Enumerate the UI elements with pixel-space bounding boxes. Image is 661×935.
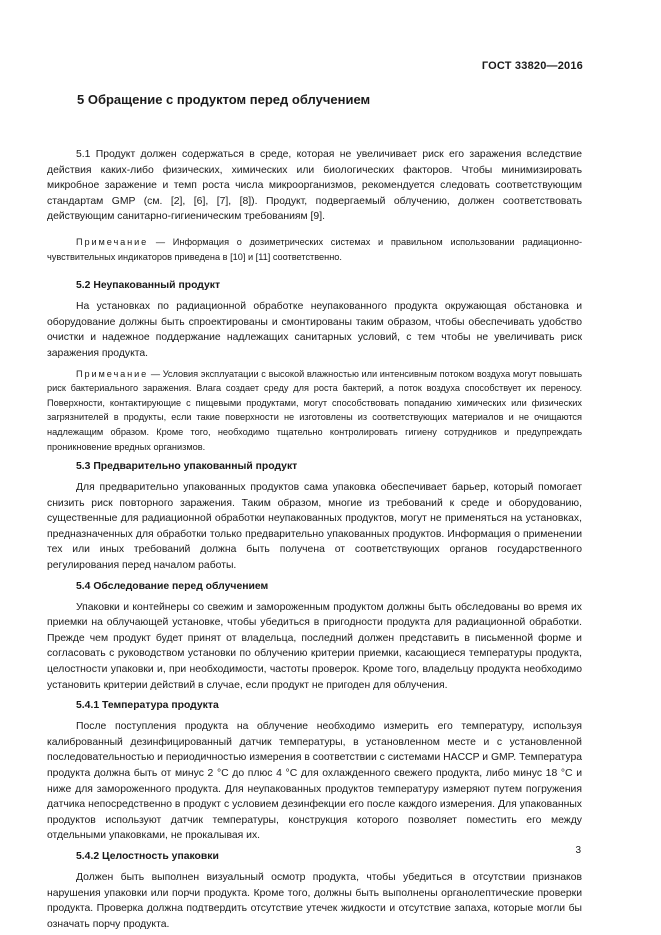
subsection-title-5-4-1: 5.4.1 Температура продукта [76,700,219,712]
page-number: 3 [575,845,581,856]
subsection-title-5-4: 5.4 Обследование перед облучением [76,580,269,592]
subsection-title-5-2: 5.2 Неупакованный продукт [76,280,221,292]
subsection-title-5-3: 5.3 Предварительно упакованный продукт [76,461,298,473]
paragraph-5-2: На установках по радиационной обработке неупакованного продукта окружающая обстановка и оборудование должны быть спроектированы и смонтированы таким образом, чтобы обеспечивать удобство очистки и надежное поддержание надлежащих санитарных условий, с тем чтобы не увеличивать риск заражения продукта. [47,301,582,359]
note-text: — Информация о дозиметрических системах и правильном использовании радиационно-чувствительных индикаторов приведена в [10] и [11] соответственно. [47,236,582,262]
note-label: Примечание [76,236,149,247]
page-content [47,91,582,932]
paragraph-5-4: Упаковки и контейнеры со свежим и замороженным продуктом должны быть обследованы во время их приемки на облучающей установке, чтобы убедиться в пригодности продукта для радиационной обработки. Прежде чем продукт будет принят от владельца, последний должен представить в письменной форме и согласовать с руководством установки по облучению критерии приемки, касающиеся температуры продукта, целостности упаковки и, при необходимости, частоты проверок. Кроме того, владельцу продукта необходимо установить критерии действий в случае, если продукт не пригоден для облучения. [47,601,582,691]
paragraph-5-4-1: После поступления продукта на облучение необходимо измерить его температуру, используя калиброванный дезинфицированный датчик температуры, в установленном месте и с установленной последовательностью и периодичностью измерения в соответствии с системами HACCP и GMP. Температура продукта должна быть от минус 2 °C до плюс 4 °C для охлажденного свежего продукта, либо минус 18 °C и ниже для замороженного продукта. Для неупакованных продуктов температуру измеряют путем погружения датчика непосредственно в продукт с условием дезинфекции его после каждого измерения. Для упакованных продуктов используют датчик температуры, конструкция которого позволяет поместить его между отдельными упаковками, не прокалывая их. [47,721,582,842]
paragraph-5-1: 5.1 Продукт должен содержаться в среде, которая не увеличивает риск его заражения вследствие действия каких-либо физических, химических или биологических факторов. Чтобы минимизировать микробное заражение и темп роста числа микроорганизмов, рекомендуется следовать соответствующим стандартам GMP (см. [2], [6], [7], [8]). Продукт, подвергаемый облучению, должен соответствовать действующим санитарно-гигиеническим требованиям [9]. [47,149,582,223]
section-title: 5 Обращение с продуктом перед облучением [77,92,371,107]
note-label: Примечание [76,368,149,379]
note-5-2 [47,367,582,455]
document-id: ГОСТ 33820—2016 [481,60,583,72]
note-5-1 [47,235,582,264]
note-text: — Условия эксплуатации с высокой влажностью или интенсивным потоком воздуха могут повышать риск бактериального заражения. Влага создает среду для роста бактерий, а поток воздуха способствует их переносу. Поверхности, контактирующие с пищевыми продуктами, могут способствовать попаданию химических или физических загрязнителей в продукты, если такие поверхности не изготовлены из соответствующих материалов и не очищаются надлежащим образом. Кроме того, необходимо тщательно контролировать гигиену сотрудников и предупреждать проникновение вредных организмов. [47,368,582,452]
subsection-title-5-4-2: 5.4.2 Целостность упаковки [76,850,219,862]
paragraph-5-3: Для предварительно упакованных продуктов сама упаковка обеспечивает барьер, который помогает снизить риск повторного заражения. Таким образом, многие из требований к среде и оборудованию, существенные для радиационной обработки неупакованных продуктов, могут не применяться на установках, предназначенных для обработки только предварительно упакованных продуктов. Информация о применении тех или иных требований должна быть получена от соответствующих органов государственного регулирования перед началом работы. [47,482,582,572]
paragraph-5-4-2: Должен быть выполнен визуальный осмотр продукта, чтобы убедиться в отсутствии признаков нарушения упаковки или порчи продукта. Кроме того, должны быть выполнены органолептические проверки продукта. Проверка должна подтвердить отсутствие утечек жидкости и отсутствие запаха, которые могли бы означать порчу продукта. [47,871,582,930]
